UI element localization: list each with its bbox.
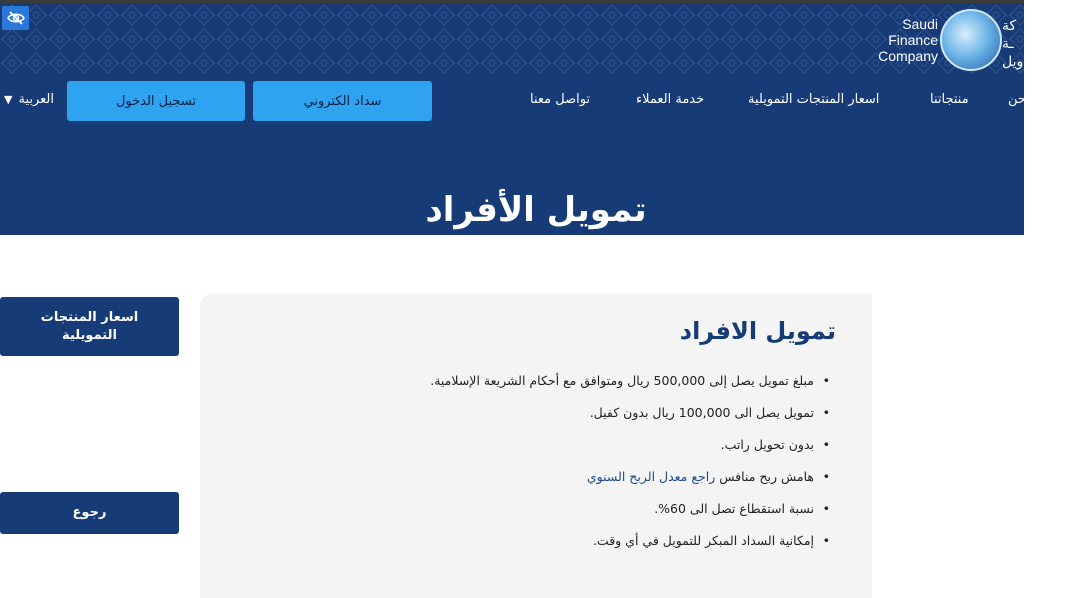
chevron-down-icon: ▼	[4, 93, 13, 106]
e-payment-button[interactable]: سداد الكتروني	[253, 81, 432, 121]
annual-rate-link[interactable]: راجع معدل الربح السنوي	[586, 469, 716, 484]
margin-text: هامش ربح منافس	[719, 469, 814, 484]
list-item: • تمويل يصل الى 100,000 ريال بدون كفيل.	[270, 405, 830, 421]
page-title: تمويل الأفراد	[425, 190, 647, 230]
logo-arabic-text: كة ـة ويل	[1002, 18, 1024, 70]
product-prices-button[interactable]: اسعار المنتجات التمويلية	[0, 297, 179, 356]
list-item: • مبلغ تمويل يصل إلى 500,000 ريال ومتوافق مع أحكام الشريعة الإسلامية.	[270, 373, 830, 389]
company-logo[interactable]	[854, 7, 1024, 73]
back-button[interactable]: رجوع	[0, 492, 179, 534]
logo-emblem	[940, 9, 1002, 71]
nav-item-about[interactable]: حن	[1008, 92, 1026, 107]
logo-en-line: Company	[878, 48, 938, 64]
list-item: • بدون تحويل راتب.	[270, 437, 830, 453]
site-header	[0, 3, 1024, 235]
nav-item-contact[interactable]: تواصل معنا	[530, 92, 591, 107]
language-label: العربية	[18, 92, 54, 107]
language-selector[interactable]	[4, 92, 54, 107]
nav-item-product-prices[interactable]: اسعار المنتجات التمويلية	[748, 92, 880, 107]
nav-item-customer-service[interactable]: خدمة العملاء	[636, 92, 705, 107]
list-item: • نسبة استقطاع تصل الى 60%.	[270, 501, 830, 517]
list-item	[270, 469, 830, 485]
logo-en-line: Finance	[888, 32, 938, 48]
section-title: تمويل الافراد	[679, 317, 836, 345]
features-list	[270, 373, 830, 565]
login-button[interactable]: تسجيل الدخول	[67, 81, 245, 121]
nav-item-products[interactable]: منتجاتنا	[930, 92, 969, 107]
content-card	[200, 293, 872, 598]
eye-off-icon	[7, 11, 25, 25]
list-item: • إمكانية السداد المبكر للتمويل في أي وقت.	[270, 533, 830, 549]
accessibility-toggle-button[interactable]	[2, 6, 29, 30]
logo-en-line: Saudi	[902, 16, 938, 32]
logo-english-text	[878, 16, 938, 64]
